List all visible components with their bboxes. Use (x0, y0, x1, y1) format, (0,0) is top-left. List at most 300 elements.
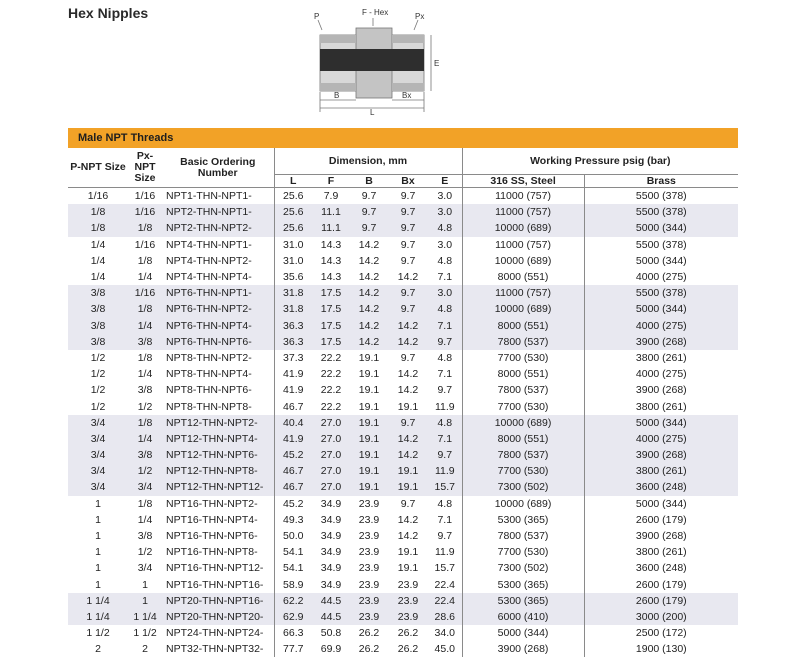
cell-bx: 9.7 (388, 220, 428, 236)
cell-px-npt: 1/8 (137, 254, 153, 267)
table-row (68, 577, 738, 593)
cell-f: 22.2 (320, 368, 342, 381)
cell-b: 23.9 (358, 578, 380, 591)
cell-f: 34.9 (320, 513, 342, 526)
cell-b: 19.1 (358, 384, 380, 397)
table-row (68, 382, 738, 398)
cell-bx: 26.2 (397, 643, 419, 656)
cell-f: 11.1 (312, 204, 350, 220)
cell-px-npt: 1/2 (128, 463, 162, 479)
cell-p-npt: 1/8 (68, 220, 128, 236)
cell-px-npt: 3/4 (137, 562, 153, 575)
table-row (68, 593, 738, 609)
cell-brass: 2600 (179) (584, 593, 738, 609)
cell-b: 23.9 (358, 562, 380, 575)
cell-f: 22.2 (320, 384, 342, 397)
cell-p-npt: 1/2 (90, 400, 106, 413)
table-row (68, 253, 738, 269)
cell-bx: 23.9 (397, 578, 419, 591)
cell-p-npt: 1/2 (90, 368, 106, 381)
cell-brass: 3900 (268) (584, 447, 738, 463)
cell-l: 41.9 (274, 382, 312, 398)
cell-ordering-number: NPT16-THN-NPT16- (166, 578, 264, 591)
cell-l: 46.7 (274, 398, 312, 414)
table-row (68, 609, 738, 625)
table-row (68, 447, 738, 463)
cell-316ss-steel: 11000 (757) (462, 237, 584, 253)
cell-l: 35.6 (274, 269, 312, 285)
cell-316ss-steel: 5000 (344) (462, 625, 584, 641)
cell-316ss-steel: 10000 (689) (462, 496, 584, 512)
page-title: Hex Nipples (68, 5, 149, 21)
cell-e: 11.9 (434, 400, 455, 413)
cell-316ss-steel: 7700 (530) (462, 350, 584, 366)
cell-e: 11.9 (434, 546, 455, 559)
cell-l: 45.2 (274, 496, 312, 512)
col-header-brass: Brass (584, 175, 738, 188)
cell-p-npt: 1 (95, 546, 101, 559)
cell-316ss-steel: 7800 (537) (462, 447, 584, 463)
col-header-ordering-number: Basic Ordering Number (162, 148, 274, 188)
cell-bx: 19.1 (397, 400, 419, 413)
cell-brass: 4000 (275) (584, 366, 738, 382)
cell-b: 19.1 (358, 351, 380, 364)
cell-px-npt: 1/4 (128, 431, 162, 447)
cell-f: 34.9 (320, 546, 342, 559)
cell-brass: 3800 (261) (584, 463, 738, 479)
cell-bx: 26.2 (397, 627, 419, 640)
cell-p-npt: 2 (95, 643, 101, 656)
table-row (68, 237, 738, 253)
label-l: L (370, 108, 375, 116)
cell-ordering-number: NPT6-THN-NPT1- (162, 285, 274, 301)
cell-bx: 14.2 (388, 318, 428, 334)
cell-e: 4.8 (428, 415, 462, 431)
cell-e: 45.0 (434, 643, 455, 656)
cell-bx: 14.2 (388, 334, 428, 350)
col-header-316ss-steel: 316 SS, Steel (462, 175, 584, 188)
table-row (68, 479, 738, 495)
cell-e: 4.8 (437, 351, 453, 364)
cell-b: 23.9 (350, 609, 388, 625)
cell-l: 37.3 (274, 350, 312, 366)
cell-px-npt: 1/4 (137, 271, 153, 284)
cell-brass: 2600 (179) (584, 577, 738, 593)
cell-brass: 1900 (130) (584, 641, 738, 657)
cell-p-npt: 3/8 (68, 301, 128, 317)
cell-ordering-number: NPT12-THN-NPT2- (162, 415, 274, 431)
cell-p-npt: 1 (95, 513, 101, 526)
cell-l: 25.6 (274, 188, 312, 205)
cell-l: 31.0 (274, 253, 312, 269)
cell-316ss-steel: 8000 (551) (462, 366, 584, 382)
cell-ordering-number: NPT6-THN-NPT4- (162, 318, 274, 334)
cell-brass: 3900 (268) (584, 382, 738, 398)
cell-b: 14.2 (350, 301, 388, 317)
table-row (68, 431, 738, 447)
cell-b: 19.1 (358, 400, 380, 413)
cell-bx: 9.7 (388, 204, 428, 220)
col-header-bx: Bx (388, 175, 428, 188)
cell-e: 7.1 (437, 368, 453, 381)
cell-ordering-number: NPT8-THN-NPT2- (166, 351, 252, 364)
cell-ordering-number: NPT8-THN-NPT4- (166, 368, 252, 381)
cell-e: 3.0 (428, 204, 462, 220)
cell-brass: 5500 (378) (584, 188, 738, 205)
cell-l: 31.0 (274, 237, 312, 253)
cell-brass: 3800 (261) (584, 350, 738, 366)
cell-bx: 23.9 (388, 609, 428, 625)
cell-e: 4.8 (437, 254, 453, 267)
cell-brass: 3800 (261) (584, 398, 738, 414)
cell-p-npt: 3/4 (68, 415, 128, 431)
cell-brass: 3800 (261) (584, 544, 738, 560)
cell-l: 40.4 (274, 415, 312, 431)
cell-316ss-steel: 10000 (689) (462, 220, 584, 236)
cell-bx: 14.2 (397, 368, 419, 381)
cell-brass: 4000 (275) (584, 431, 738, 447)
cell-l: 54.1 (274, 544, 312, 560)
cell-b: 23.9 (358, 546, 380, 559)
cell-e: 7.1 (437, 271, 453, 284)
cell-b: 14.2 (358, 254, 380, 267)
cell-316ss-steel: 8000 (551) (462, 431, 584, 447)
cell-ordering-number: NPT6-THN-NPT2- (162, 301, 274, 317)
cell-e: 7.1 (428, 318, 462, 334)
cell-ordering-number: NPT12-THN-NPT6- (162, 447, 274, 463)
cell-f: 27.0 (312, 463, 350, 479)
cell-brass: 2600 (179) (584, 512, 738, 528)
cell-f: 11.1 (312, 220, 350, 236)
cell-e: 4.8 (428, 301, 462, 317)
cell-l: 25.6 (274, 220, 312, 236)
cell-f: 27.0 (312, 479, 350, 495)
cell-brass: 5000 (344) (584, 415, 738, 431)
col-header-l: L (274, 175, 312, 188)
cell-px-npt: 1/4 (128, 318, 162, 334)
cell-e: 4.8 (428, 220, 462, 236)
cell-f: 17.5 (312, 334, 350, 350)
cell-e: 22.4 (434, 578, 455, 591)
cell-b: 23.9 (358, 497, 380, 510)
cell-f: 27.0 (312, 447, 350, 463)
cell-brass: 5000 (344) (584, 496, 738, 512)
cell-px-npt: 1 (128, 593, 162, 609)
cell-e: 34.0 (434, 627, 455, 640)
cell-px-npt: 3/8 (137, 384, 153, 397)
cell-l: 31.8 (274, 285, 312, 301)
cell-p-npt: 3/4 (68, 447, 128, 463)
table-row (68, 204, 738, 220)
cell-316ss-steel: 7300 (502) (462, 479, 584, 495)
table-row (68, 350, 738, 366)
table-row (68, 641, 738, 657)
cell-ordering-number: NPT16-THN-NPT4- (166, 513, 258, 526)
spec-table-wrapper (68, 128, 738, 657)
cell-316ss-steel: 7300 (502) (462, 560, 584, 576)
cell-e: 4.8 (437, 497, 453, 510)
cell-f: 22.2 (320, 400, 342, 413)
cell-l: 46.7 (274, 479, 312, 495)
cell-316ss-steel: 7800 (537) (462, 334, 584, 350)
cell-bx: 19.1 (388, 463, 428, 479)
cell-bx: 9.7 (400, 497, 416, 510)
label-bx: Bx (402, 91, 412, 100)
cell-f: 14.3 (320, 271, 342, 284)
cell-px-npt: 1/2 (137, 546, 153, 559)
hex-nipple-diagram (298, 4, 448, 116)
cell-316ss-steel: 8000 (551) (462, 269, 584, 285)
cell-e: 28.6 (428, 609, 462, 625)
cell-f: 17.5 (312, 301, 350, 317)
cell-e: 15.7 (434, 562, 455, 575)
cell-p-npt: 1 (95, 578, 101, 591)
cell-l: 58.9 (274, 577, 312, 593)
cell-px-npt: 1 1/2 (133, 627, 157, 640)
cell-p-npt: 1 1/4 (68, 593, 128, 609)
cell-b: 14.2 (350, 334, 388, 350)
spec-table (68, 148, 738, 657)
cell-f: 7.9 (323, 190, 339, 203)
cell-bx: 14.2 (397, 530, 419, 543)
cell-e: 9.7 (437, 530, 453, 543)
cell-b: 19.1 (350, 447, 388, 463)
cell-brass: 5500 (378) (584, 285, 738, 301)
cell-f: 69.9 (320, 643, 342, 656)
cell-f: 34.9 (320, 562, 342, 575)
cell-316ss-steel: 11000 (757) (462, 285, 584, 301)
cell-l: 25.6 (274, 204, 312, 220)
cell-f: 17.5 (312, 318, 350, 334)
cell-b: 14.2 (358, 271, 380, 284)
section-title-bar: Male NPT Threads (68, 128, 738, 148)
cell-brass: 3900 (268) (584, 334, 738, 350)
cell-l: 54.1 (274, 560, 312, 576)
cell-ordering-number: NPT20-THN-NPT20- (162, 609, 274, 625)
cell-ordering-number: NPT1-THN-NPT1- (166, 190, 252, 203)
cell-p-npt: 3/4 (68, 463, 128, 479)
label-px: Px (415, 12, 425, 21)
cell-l: 36.3 (274, 318, 312, 334)
cell-ordering-number: NPT16-THN-NPT2- (166, 497, 258, 510)
cell-l: 45.2 (274, 447, 312, 463)
cell-bx: 14.2 (388, 447, 428, 463)
cell-ordering-number: NPT6-THN-NPT6- (162, 334, 274, 350)
cell-p-npt: 1 1/2 (86, 627, 110, 640)
table-row (68, 625, 738, 641)
cell-brass: 3000 (200) (584, 609, 738, 625)
col-header-f: F (312, 175, 350, 188)
cell-p-npt: 3/8 (68, 318, 128, 334)
table-row (68, 463, 738, 479)
table-row (68, 560, 738, 576)
cell-p-npt: 1/2 (90, 384, 106, 397)
cell-ordering-number: NPT16-THN-NPT8- (166, 546, 258, 559)
cell-bx: 23.9 (388, 593, 428, 609)
cell-p-npt: 1/4 (90, 238, 106, 251)
cell-px-npt: 1 (142, 578, 148, 591)
cell-ordering-number: NPT8-THN-NPT8- (166, 400, 252, 413)
cell-px-npt: 1/16 (134, 238, 156, 251)
cell-bx: 9.7 (388, 285, 428, 301)
cell-e: 22.4 (428, 593, 462, 609)
cell-bx: 14.2 (397, 271, 419, 284)
cell-p-npt: 3/4 (68, 479, 128, 495)
cell-ordering-number: NPT12-THN-NPT12- (162, 479, 274, 495)
cell-ordering-number: NPT32-THN-NPT32- (166, 643, 264, 656)
cell-p-npt: 1 (95, 530, 101, 543)
cell-e: 7.1 (428, 431, 462, 447)
cell-px-npt: 1/16 (128, 204, 162, 220)
cell-ordering-number: NPT16-THN-NPT6- (166, 530, 258, 543)
cell-f: 14.3 (320, 238, 342, 251)
cell-b: 19.1 (350, 463, 388, 479)
label-f-hex: F - Hex (362, 8, 389, 17)
cell-b: 19.1 (350, 415, 388, 431)
cell-px-npt: 1 1/4 (128, 609, 162, 625)
cell-b: 14.2 (350, 285, 388, 301)
cell-p-npt: 1 (95, 562, 101, 575)
table-body (68, 188, 738, 658)
cell-brass: 2500 (172) (584, 625, 738, 641)
cell-bx: 9.7 (400, 238, 416, 251)
cell-p-npt: 1/4 (90, 271, 106, 284)
cell-f: 44.5 (312, 593, 350, 609)
cell-e: 15.7 (428, 479, 462, 495)
cell-316ss-steel: 5300 (365) (462, 577, 584, 593)
cell-l: 62.9 (274, 609, 312, 625)
cell-316ss-steel: 7800 (537) (462, 528, 584, 544)
cell-p-npt: 3/8 (68, 334, 128, 350)
table-row (68, 334, 738, 350)
cell-px-npt: 1/2 (137, 400, 153, 413)
cell-e: 9.7 (428, 334, 462, 350)
cell-b: 19.1 (358, 368, 380, 381)
cell-bx: 14.2 (397, 384, 419, 397)
cell-px-npt: 1/16 (128, 285, 162, 301)
table-row (68, 301, 738, 317)
cell-316ss-steel: 7700 (530) (462, 544, 584, 560)
cell-b: 14.2 (358, 238, 380, 251)
cell-ordering-number: NPT2-THN-NPT1- (162, 204, 274, 220)
table-row (68, 269, 738, 285)
cell-l: 66.3 (274, 625, 312, 641)
table-row (68, 220, 738, 236)
table-row (68, 544, 738, 560)
table-row (68, 285, 738, 301)
cell-bx: 9.7 (400, 351, 416, 364)
cell-b: 14.2 (350, 318, 388, 334)
cell-p-npt: 1/16 (87, 190, 109, 203)
table-row (68, 415, 738, 431)
cell-b: 23.9 (358, 513, 380, 526)
cell-ordering-number: NPT2-THN-NPT2- (162, 220, 274, 236)
cell-316ss-steel: 7700 (530) (462, 398, 584, 414)
cell-316ss-steel: 10000 (689) (462, 301, 584, 317)
cell-px-npt: 1/8 (128, 220, 162, 236)
cell-ordering-number: NPT24-THN-NPT24- (166, 627, 264, 640)
cell-b: 19.1 (350, 431, 388, 447)
cell-brass: 5500 (378) (584, 204, 738, 220)
cell-b: 23.9 (358, 530, 380, 543)
cell-px-npt: 1/4 (137, 513, 153, 526)
cell-brass: 5000 (344) (584, 301, 738, 317)
cell-brass: 3600 (248) (584, 560, 738, 576)
cell-e: 9.7 (428, 447, 462, 463)
cell-f: 22.2 (320, 351, 342, 364)
cell-bx: 9.7 (400, 190, 416, 203)
cell-bx: 9.7 (400, 254, 416, 267)
cell-px-npt: 1/8 (137, 497, 153, 510)
cell-bx: 14.2 (388, 431, 428, 447)
cell-brass: 4000 (275) (584, 318, 738, 334)
cell-p-npt: 1/8 (68, 204, 128, 220)
cell-ordering-number: NPT4-THN-NPT4- (166, 271, 252, 284)
cell-b: 19.1 (350, 479, 388, 495)
cell-e: 3.0 (428, 285, 462, 301)
col-header-px-npt: Px-NPT Size (128, 148, 162, 188)
cell-f: 27.0 (312, 415, 350, 431)
cell-px-npt: 1/8 (128, 301, 162, 317)
cell-b: 26.2 (358, 643, 380, 656)
cell-f: 44.5 (312, 609, 350, 625)
cell-316ss-steel: 8000 (551) (462, 318, 584, 334)
cell-l: 62.2 (274, 593, 312, 609)
cell-ordering-number: NPT4-THN-NPT1- (166, 238, 252, 251)
cell-px-npt: 1/8 (137, 351, 153, 364)
cell-bx: 19.1 (397, 562, 419, 575)
table-row (68, 398, 738, 414)
cell-ordering-number: NPT20-THN-NPT16- (162, 593, 274, 609)
cell-p-npt: 1 (95, 497, 101, 510)
cell-l: 77.7 (274, 641, 312, 657)
cell-ordering-number: NPT12-THN-NPT4- (162, 431, 274, 447)
cell-p-npt: 1 1/4 (68, 609, 128, 625)
cell-bx: 19.1 (388, 479, 428, 495)
cell-p-npt: 1/4 (90, 254, 106, 267)
cell-px-npt: 3/4 (128, 479, 162, 495)
table-row (68, 318, 738, 334)
table-row (68, 366, 738, 382)
cell-316ss-steel: 11000 (757) (462, 188, 584, 205)
cell-ordering-number: NPT16-THN-NPT12- (166, 562, 264, 575)
cell-e: 3.0 (437, 190, 453, 203)
label-p: P (314, 12, 320, 21)
cell-px-npt: 1/4 (137, 368, 153, 381)
cell-brass: 3900 (268) (584, 528, 738, 544)
cell-b: 26.2 (358, 627, 380, 640)
cell-px-npt: 3/8 (128, 447, 162, 463)
cell-px-npt: 3/8 (128, 334, 162, 350)
cell-f: 27.0 (312, 431, 350, 447)
cell-bx: 14.2 (397, 513, 419, 526)
cell-b: 9.7 (350, 220, 388, 236)
cell-bx: 19.1 (397, 546, 419, 559)
table-row (68, 512, 738, 528)
cell-bx: 9.7 (388, 301, 428, 317)
cell-316ss-steel: 6000 (410) (462, 609, 584, 625)
cell-p-npt: 3/4 (68, 431, 128, 447)
cell-l: 31.8 (274, 301, 312, 317)
cell-px-npt: 1/8 (128, 415, 162, 431)
cell-f: 50.8 (320, 627, 342, 640)
col-header-e: E (428, 175, 462, 188)
col-header-p-npt: P-NPT Size (68, 148, 128, 188)
cell-b: 9.7 (361, 190, 377, 203)
cell-316ss-steel: 10000 (689) (462, 253, 584, 269)
cell-b: 23.9 (350, 593, 388, 609)
cell-316ss-steel: 10000 (689) (462, 415, 584, 431)
